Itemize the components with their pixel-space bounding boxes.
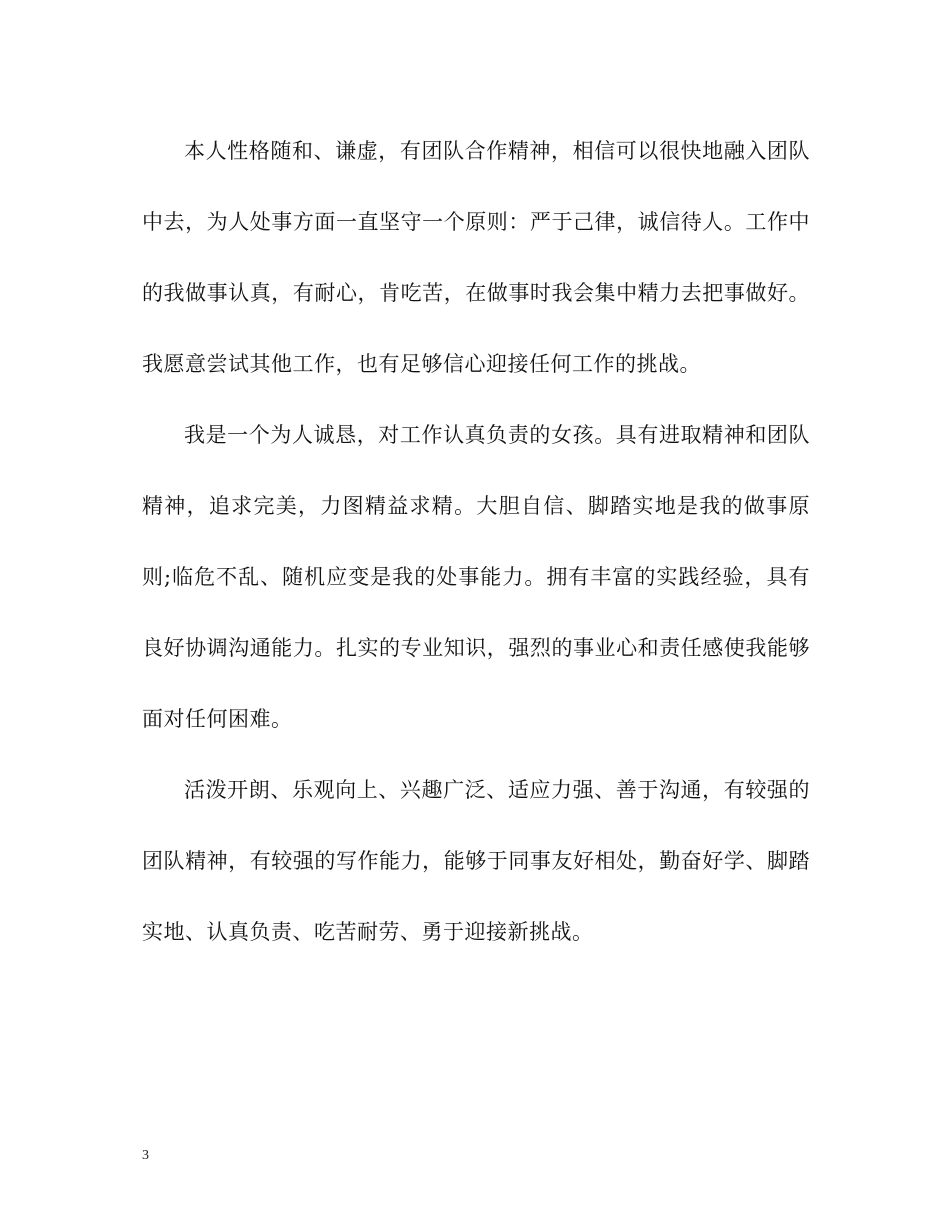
body-text [142,116,810,968]
paragraph-3: 活泼开朗、乐观向上、兴趣广泛、适应力强、善于沟通，有较强的团队精神，有较强的写作能力，能够于同事友好相处，勤奋好学、脚踏实地、认真负责、吃苦耐劳、勇于迎接新挑战。 [142,778,810,944]
paragraph-2: 我是一个为人诚恳，对工作认真负责的女孩。具有进取精神和团队精神，追求完美，力图精益求精。大胆自信、脚踏实地是我的做事原则;临危不乱、随机应变是我的处事能力。拥有丰富的实践经验，具有良好协调沟通能力。扎实的专业知识，强烈的事业心和责任感使我能够面对任何困难。 [142,423,810,731]
paragraph-1: 本人性格随和、谦虚，有团队合作精神，相信可以很快地融入团队中去，为人处事方面一直坚守一个原则：严于己律，诚信待人。工作中的我做事认真，有耐心，肯吃苦，在做事时我会集中精力去把事做好。我愿意尝试其他工作，也有足够信心迎接任何工作的挑战。 [142,139,810,376]
page-number: 3 [142,1148,149,1163]
